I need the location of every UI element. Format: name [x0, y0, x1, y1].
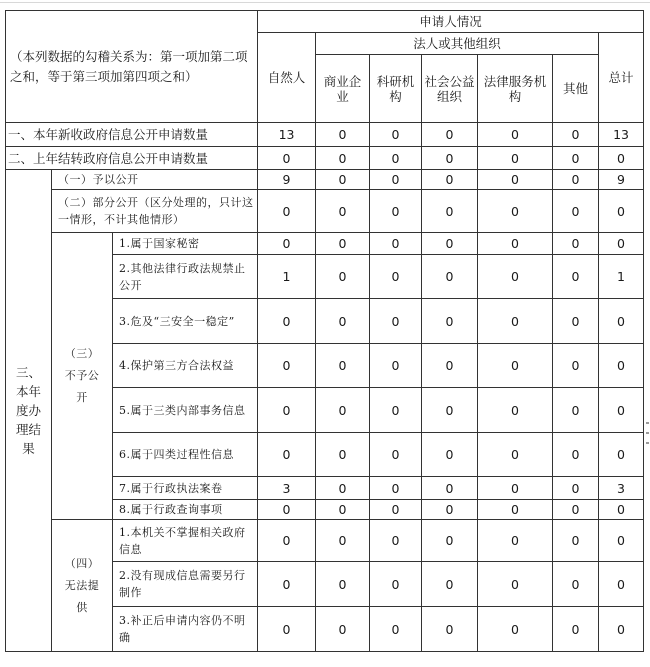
cell-value: 0	[422, 233, 478, 255]
cell-value: 0	[316, 190, 370, 233]
cell-value: 0	[599, 433, 644, 477]
reason-label: 2.其他法律行政法规禁止公开	[113, 255, 258, 299]
cell-value: 0	[258, 190, 316, 233]
cell-value: 0	[258, 500, 316, 520]
cell-value: 0	[599, 190, 644, 233]
cell-value: 0	[370, 147, 422, 170]
disclosure-statistics-table	[5, 10, 644, 652]
cell-value: 0	[478, 477, 553, 500]
cell-value: 0	[478, 344, 553, 388]
cell-value: 0	[422, 520, 478, 562]
cell-value: 0	[553, 255, 599, 299]
cell-value: 0	[478, 299, 553, 344]
cell-value: 13	[599, 123, 644, 147]
cell-value: 0	[599, 562, 644, 607]
row-carried-over-label: 二、上年结转政府信息公开申请数量	[6, 147, 258, 170]
header-total: 总计	[599, 33, 644, 123]
reason-label: 3.危及“三安全一稳定”	[113, 299, 258, 344]
cell-value: 0	[422, 562, 478, 607]
reason-label: 8.属于行政查询事项	[113, 500, 258, 520]
cell-value: 0	[478, 520, 553, 562]
cell-value: 0	[316, 147, 370, 170]
cell-value: 0	[370, 233, 422, 255]
cell-value: 0	[478, 388, 553, 433]
reason-label: 2.没有现成信息需要另行制作	[113, 562, 258, 607]
cell-value: 0	[553, 147, 599, 170]
reason-label: 6.属于四类过程性信息	[113, 433, 258, 477]
cell-value: 0	[599, 147, 644, 170]
cell-value: 0	[370, 299, 422, 344]
reason-label: 1.本机关不掌握相关政府信息	[113, 520, 258, 562]
cell-value: 0	[422, 344, 478, 388]
reason-label: 4.保护第三方合法权益	[113, 344, 258, 388]
cell-value: 0	[316, 170, 370, 190]
cell-value: 0	[422, 500, 478, 520]
cell-value: 9	[599, 170, 644, 190]
cell-value: 0	[422, 190, 478, 233]
cell-value: 0	[553, 520, 599, 562]
cell-value: 0	[370, 520, 422, 562]
cell-value: 0	[599, 344, 644, 388]
edge-tick-mark	[646, 442, 649, 444]
cell-value: 0	[599, 388, 644, 433]
cell-value: 0	[316, 233, 370, 255]
reason-label: 3.补正后申请内容仍不明确	[113, 607, 258, 652]
cell-value: 0	[370, 255, 422, 299]
cell-value: 0	[553, 562, 599, 607]
cell-value: 0	[258, 562, 316, 607]
cell-value: 0	[316, 388, 370, 433]
row-disclosed-label: （一）予以公开	[52, 170, 258, 190]
cell-value: 13	[258, 123, 316, 147]
cell-value: 0	[478, 607, 553, 652]
cell-value: 0	[422, 123, 478, 147]
reason-label: 5.属于三类内部事务信息	[113, 388, 258, 433]
cell-value: 0	[258, 147, 316, 170]
cell-value: 0	[478, 433, 553, 477]
cell-value: 0	[316, 123, 370, 147]
cell-value: 0	[370, 388, 422, 433]
cell-value: 0	[258, 388, 316, 433]
cell-value: 0	[370, 190, 422, 233]
cell-value: 0	[599, 520, 644, 562]
cell-value: 0	[553, 433, 599, 477]
cell-value: 0	[316, 607, 370, 652]
cell-value: 0	[370, 170, 422, 190]
cell-value: 0	[422, 170, 478, 190]
cell-value: 0	[258, 607, 316, 652]
cell-value: 0	[422, 607, 478, 652]
cell-value: 0	[370, 500, 422, 520]
cell-value: 0	[258, 520, 316, 562]
cell-value: 0	[478, 500, 553, 520]
section-handling-results-label: 三、本年度办理结果	[6, 170, 52, 652]
header-legal-service: 法律服务机构	[478, 55, 553, 123]
cell-value: 0	[370, 477, 422, 500]
cell-value: 0	[316, 477, 370, 500]
header-other: 其他	[553, 55, 599, 123]
cell-value: 0	[553, 233, 599, 255]
reason-label: 7.属于行政执法案卷	[113, 477, 258, 500]
cell-value: 0	[553, 477, 599, 500]
cell-value: 0	[553, 123, 599, 147]
cell-value: 0	[599, 299, 644, 344]
cell-value: 0	[553, 607, 599, 652]
cell-value: 0	[258, 299, 316, 344]
cell-value: 0	[258, 344, 316, 388]
cell-value: 0	[599, 500, 644, 520]
cell-value: 0	[422, 147, 478, 170]
top-divider	[0, 2, 650, 3]
header-natural-person: 自然人	[258, 33, 316, 123]
reason-label: 1.属于国家秘密	[113, 233, 258, 255]
cell-value: 0	[553, 170, 599, 190]
row-partially-disclosed-label: （二）部分公开（区分处理的，只计这一情形，不计其他情形）	[52, 190, 258, 233]
cell-value: 0	[553, 344, 599, 388]
group-cannot-provide-label: （四）无法提供	[52, 520, 113, 652]
cell-value: 0	[258, 433, 316, 477]
relationship-note: （本列数据的勾稽关系为：第一项加第二项之和，等于第三项加第四项之和）	[6, 11, 258, 123]
header-applicant-info: 申请人情况	[258, 11, 644, 33]
cell-value: 0	[422, 255, 478, 299]
cell-value: 0	[478, 147, 553, 170]
cell-value: 0	[478, 123, 553, 147]
header-social-welfare: 社会公益组织	[422, 55, 478, 123]
cell-value: 0	[316, 255, 370, 299]
cell-value: 0	[553, 299, 599, 344]
cell-value: 0	[553, 190, 599, 233]
cell-value: 0	[422, 433, 478, 477]
header-business: 商业企业	[316, 55, 370, 123]
cell-value: 0	[553, 388, 599, 433]
cell-value: 0	[478, 562, 553, 607]
edge-tick-mark	[646, 432, 649, 434]
cell-value: 0	[599, 607, 644, 652]
cell-value: 0	[316, 562, 370, 607]
cell-value: 0	[370, 607, 422, 652]
cell-value: 0	[316, 299, 370, 344]
cell-value: 0	[316, 433, 370, 477]
row-new-applications-label: 一、本年新收政府信息公开申请数量	[6, 123, 258, 147]
cell-value: 0	[316, 520, 370, 562]
cell-value: 0	[422, 477, 478, 500]
cell-value: 0	[478, 170, 553, 190]
cell-value: 0	[478, 233, 553, 255]
cell-value: 0	[316, 344, 370, 388]
cell-value: 0	[422, 388, 478, 433]
cell-value: 1	[258, 255, 316, 299]
cell-value: 0	[258, 233, 316, 255]
group-not-disclosed-label: （三）不予公开	[52, 233, 113, 520]
cell-value: 3	[258, 477, 316, 500]
cell-value: 0	[478, 190, 553, 233]
cell-value: 0	[370, 433, 422, 477]
cell-value: 0	[553, 500, 599, 520]
cell-value: 0	[316, 500, 370, 520]
cell-value: 1	[599, 255, 644, 299]
header-research: 科研机构	[370, 55, 422, 123]
cell-value: 0	[370, 562, 422, 607]
cell-value: 0	[478, 255, 553, 299]
cell-value: 3	[599, 477, 644, 500]
edge-tick-mark	[646, 422, 649, 424]
cell-value: 9	[258, 170, 316, 190]
cell-value: 0	[599, 233, 644, 255]
cell-value: 0	[370, 123, 422, 147]
cell-value: 0	[422, 299, 478, 344]
cell-value: 0	[370, 344, 422, 388]
header-legal-orgs: 法人或其他组织	[316, 33, 599, 55]
